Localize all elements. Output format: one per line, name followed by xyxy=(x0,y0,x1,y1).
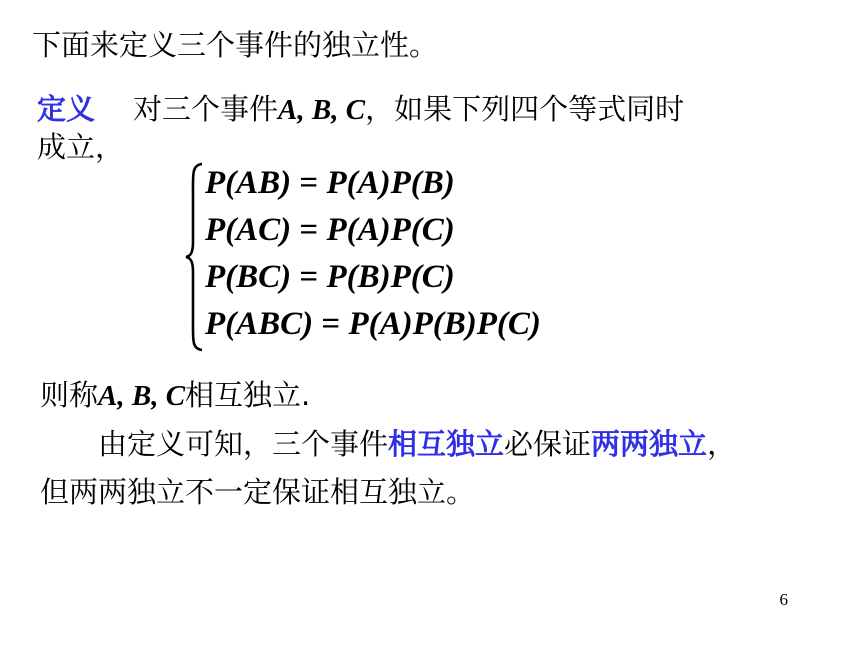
equation-lhs: P(BC) xyxy=(205,259,292,295)
definition-text-1: 对三个事件 xyxy=(133,92,279,126)
definition-text-2: ，如果下列四个等式同时 xyxy=(365,92,685,126)
conclusion-events: A, B, C xyxy=(98,380,186,412)
equation-rhs: P(A)P(C) xyxy=(326,212,455,248)
equation-rhs: P(A)P(B)P(C) xyxy=(348,306,541,342)
remark-part-3: ， xyxy=(707,427,737,461)
conclusion-prefix: 则称 xyxy=(40,378,99,412)
equation-row: P(AB) = P(A)P(B) xyxy=(205,165,455,201)
definition-events: A, B, C xyxy=(278,94,366,126)
equation-rhs: P(B)P(C) xyxy=(326,259,455,295)
remark-highlight-pairwise: 两两独立 xyxy=(591,427,708,461)
intro-text: 下面来定义三个事件的独立性。 xyxy=(32,28,439,62)
definition-label: 定义 xyxy=(37,92,96,126)
conclusion-line xyxy=(40,378,310,413)
equation-row: P(BC) = P(B)P(C) xyxy=(205,259,455,295)
left-brace-icon xyxy=(185,162,205,352)
conclusion-suffix: 相互独立. xyxy=(185,378,311,412)
equation-row: P(AC) = P(A)P(C) xyxy=(205,212,455,248)
equation-lhs: P(AC) xyxy=(205,212,292,248)
equation-rhs: P(A)P(B) xyxy=(326,165,455,201)
remark-line-1 xyxy=(98,427,736,461)
equation-system xyxy=(185,162,605,352)
remark-part-1: 由定义可知，三个事件 xyxy=(98,427,389,461)
definition-line-2: 成立， xyxy=(37,130,125,164)
remark-highlight-mutual: 相互独立 xyxy=(388,427,505,461)
equation-lhs: P(AB) xyxy=(205,165,292,201)
definition-line xyxy=(37,92,684,127)
equation-row: P(ABC) = P(A)P(B)P(C) xyxy=(205,306,541,342)
page-number: 6 xyxy=(779,590,788,609)
equation-lhs: P(ABC) xyxy=(205,306,314,342)
remark-part-2: 必保证 xyxy=(504,427,592,461)
remark-line-2: 但两两独立不一定保证相互独立。 xyxy=(40,475,476,509)
